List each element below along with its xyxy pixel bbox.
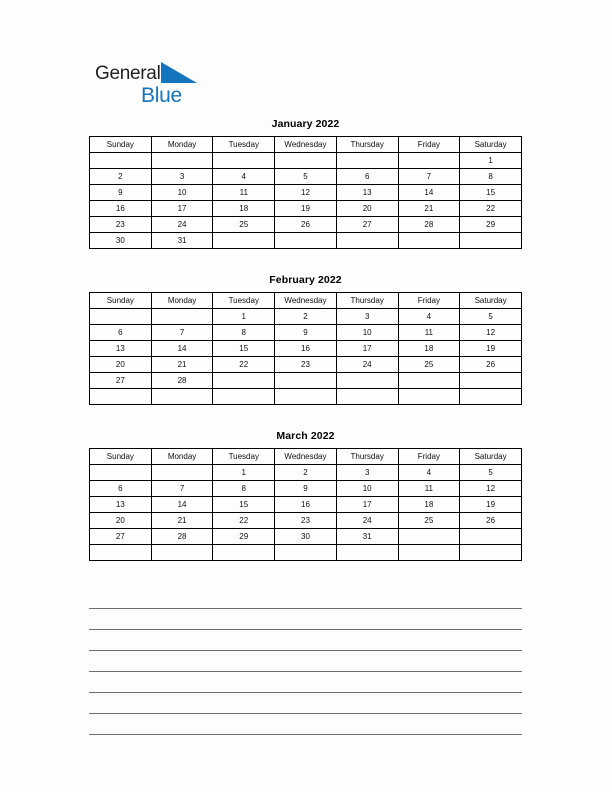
calendar-day-cell: 7 <box>151 481 213 497</box>
calendar-day-cell-empty <box>213 373 275 389</box>
weekday-header-friday: Friday <box>398 449 460 465</box>
weekday-header-tuesday: Tuesday <box>213 137 275 153</box>
calendar-day-cell-empty <box>90 153 152 169</box>
calendar-day-cell: 21 <box>398 201 460 217</box>
calendar-week-row <box>90 325 522 341</box>
calendar-day-cell-empty <box>398 529 460 545</box>
calendar-day-cell: 6 <box>90 325 152 341</box>
weekday-header-saturday: Saturday <box>460 449 522 465</box>
calendar-day-cell: 29 <box>213 529 275 545</box>
calendar-day-cell: 8 <box>213 325 275 341</box>
calendar-day-cell-empty <box>460 373 522 389</box>
calendar-day-cell-empty <box>336 233 398 249</box>
calendar-day-cell: 25 <box>398 357 460 373</box>
calendar-week-row <box>90 389 522 405</box>
calendar-day-cell: 11 <box>398 325 460 341</box>
calendar-day-cell-empty <box>151 465 213 481</box>
calendar-day-cell: 6 <box>336 169 398 185</box>
calendar-day-cell: 8 <box>213 481 275 497</box>
weekday-header-row <box>90 137 522 153</box>
calendar-day-cell: 4 <box>398 465 460 481</box>
calendar-day-cell: 20 <box>90 357 152 373</box>
calendar-day-cell: 6 <box>90 481 152 497</box>
calendar-day-cell: 10 <box>151 185 213 201</box>
calendar-day-cell: 5 <box>460 309 522 325</box>
calendar-body <box>90 153 522 249</box>
calendar-day-cell: 23 <box>275 513 337 529</box>
calendar-day-cell: 14 <box>398 185 460 201</box>
note-line <box>89 693 522 714</box>
calendar-week-row <box>90 465 522 481</box>
calendar-day-cell: 3 <box>336 309 398 325</box>
calendar-day-cell: 21 <box>151 513 213 529</box>
calendar-day-cell: 21 <box>151 357 213 373</box>
calendar-day-cell: 29 <box>460 217 522 233</box>
calendar-day-cell: 31 <box>151 233 213 249</box>
calendar-day-cell: 10 <box>336 481 398 497</box>
logo-bottom-row <box>95 85 205 107</box>
calendar-day-cell: 23 <box>90 217 152 233</box>
calendar-day-cell: 8 <box>460 169 522 185</box>
calendar-day-cell: 14 <box>151 497 213 513</box>
calendar-day-cell: 30 <box>90 233 152 249</box>
month-title: March 2022 <box>276 430 335 442</box>
calendar-day-cell: 24 <box>336 513 398 529</box>
general-blue-logo <box>95 60 205 108</box>
calendar-day-cell: 14 <box>151 341 213 357</box>
calendar-week-row <box>90 185 522 201</box>
weekday-header-tuesday: Tuesday <box>213 449 275 465</box>
calendar-day-cell-empty <box>398 389 460 405</box>
calendar-day-cell-empty <box>213 389 275 405</box>
weekday-header-monday: Monday <box>151 449 213 465</box>
calendar-day-cell: 3 <box>151 169 213 185</box>
calendar-day-cell: 4 <box>398 309 460 325</box>
calendar-day-cell-empty <box>151 309 213 325</box>
calendar-day-cell: 13 <box>90 341 152 357</box>
logo-top-row <box>95 60 205 84</box>
calendar-day-cell: 22 <box>213 357 275 373</box>
note-line <box>89 609 522 630</box>
logo-word-general: General <box>95 63 161 84</box>
calendar-day-cell-empty <box>151 545 213 561</box>
logo-triangle-icon <box>161 62 197 83</box>
calendar-day-cell: 30 <box>275 529 337 545</box>
calendar-table <box>89 292 522 405</box>
calendar-day-cell: 24 <box>336 357 398 373</box>
calendar-day-cell-empty <box>398 373 460 389</box>
calendar-day-cell: 26 <box>460 357 522 373</box>
weekday-header-sunday: Sunday <box>90 137 152 153</box>
notes-area <box>89 588 522 735</box>
calendar-week-row <box>90 341 522 357</box>
calendar-day-cell: 11 <box>213 185 275 201</box>
calendar-day-cell: 15 <box>460 185 522 201</box>
calendar-day-cell-empty <box>213 233 275 249</box>
calendar-table <box>89 136 522 249</box>
calendar-day-cell: 25 <box>213 217 275 233</box>
calendar-day-cell: 3 <box>336 465 398 481</box>
calendar-week-row <box>90 497 522 513</box>
calendar-week-row <box>90 357 522 373</box>
calendar-day-cell: 24 <box>151 217 213 233</box>
calendar-day-cell-empty <box>90 545 152 561</box>
calendar-week-row <box>90 233 522 249</box>
logo-word-blue: Blue <box>141 84 182 107</box>
weekday-header-monday: Monday <box>151 137 213 153</box>
weekday-header-row <box>90 293 522 309</box>
calendar-day-cell: 16 <box>275 497 337 513</box>
calendar-day-cell: 2 <box>275 309 337 325</box>
calendar-day-cell-empty <box>460 389 522 405</box>
calendar-body <box>90 309 522 405</box>
calendar-day-cell-empty <box>336 545 398 561</box>
calendar-table <box>89 448 522 561</box>
calendar-day-cell: 12 <box>275 185 337 201</box>
calendar-day-cell: 5 <box>460 465 522 481</box>
weekday-header-wednesday: Wednesday <box>275 293 337 309</box>
calendar-week-row <box>90 529 522 545</box>
calendar-day-cell: 17 <box>151 201 213 217</box>
calendar-week-row <box>90 545 522 561</box>
calendar-day-cell: 11 <box>398 481 460 497</box>
calendar-day-cell-empty <box>151 153 213 169</box>
calendar-day-cell: 28 <box>151 529 213 545</box>
weekday-header-thursday: Thursday <box>336 137 398 153</box>
note-line <box>89 630 522 651</box>
weekday-header-wednesday: Wednesday <box>275 137 337 153</box>
calendar-day-cell: 16 <box>275 341 337 357</box>
calendar-day-cell-empty <box>336 373 398 389</box>
weekday-header-sunday: Sunday <box>90 293 152 309</box>
calendar-day-cell: 20 <box>90 513 152 529</box>
calendar-day-cell: 19 <box>275 201 337 217</box>
calendar-week-row <box>90 481 522 497</box>
calendar-day-cell-empty <box>398 153 460 169</box>
calendar-day-cell: 9 <box>275 481 337 497</box>
month-title: January 2022 <box>271 118 340 130</box>
calendar-day-cell-empty <box>90 465 152 481</box>
calendar-week-row <box>90 309 522 325</box>
calendar-day-cell: 1 <box>213 465 275 481</box>
calendar-day-cell: 9 <box>90 185 152 201</box>
calendar-day-cell: 13 <box>336 185 398 201</box>
note-line <box>89 588 522 609</box>
weekday-header-friday: Friday <box>398 137 460 153</box>
calendar-day-cell: 27 <box>336 217 398 233</box>
calendar-day-cell: 18 <box>398 341 460 357</box>
calendar-day-cell: 12 <box>460 481 522 497</box>
calendar-day-cell: 18 <box>213 201 275 217</box>
month-block-january <box>89 118 522 249</box>
note-line <box>89 714 522 735</box>
calendar-day-cell: 2 <box>90 169 152 185</box>
calendar-day-cell: 20 <box>336 201 398 217</box>
calendar-day-cell-empty <box>213 545 275 561</box>
calendar-day-cell: 27 <box>90 529 152 545</box>
calendar-day-cell: 22 <box>213 513 275 529</box>
calendar-day-cell: 25 <box>398 513 460 529</box>
calendar-day-cell: 27 <box>90 373 152 389</box>
calendar-day-cell: 22 <box>460 201 522 217</box>
calendar-day-cell: 2 <box>275 465 337 481</box>
calendar-day-cell-empty <box>398 545 460 561</box>
calendar-day-cell: 7 <box>151 325 213 341</box>
calendar-day-cell-empty <box>275 373 337 389</box>
calendar-day-cell-empty <box>460 529 522 545</box>
weekday-header-thursday: Thursday <box>336 449 398 465</box>
calendar-day-cell-empty <box>398 233 460 249</box>
calendar-week-row <box>90 201 522 217</box>
calendar-day-cell: 28 <box>398 217 460 233</box>
calendar-day-cell: 4 <box>213 169 275 185</box>
calendar-week-row <box>90 169 522 185</box>
calendar-day-cell-empty <box>275 153 337 169</box>
calendar-week-row <box>90 373 522 389</box>
calendar-day-cell-empty <box>151 389 213 405</box>
calendar-day-cell-empty <box>336 389 398 405</box>
calendar-day-cell: 10 <box>336 325 398 341</box>
calendar-day-cell-empty <box>213 153 275 169</box>
calendar-day-cell-empty <box>90 309 152 325</box>
calendar-day-cell: 9 <box>275 325 337 341</box>
calendar-day-cell: 5 <box>275 169 337 185</box>
calendar-day-cell: 23 <box>275 357 337 373</box>
calendar-day-cell: 26 <box>275 217 337 233</box>
weekday-header-friday: Friday <box>398 293 460 309</box>
weekday-header-thursday: Thursday <box>336 293 398 309</box>
month-block-february <box>89 274 522 405</box>
calendar-day-cell-empty <box>336 153 398 169</box>
calendar-day-cell-empty <box>275 545 337 561</box>
calendar-day-cell: 17 <box>336 497 398 513</box>
calendar-body <box>90 465 522 561</box>
calendar-day-cell-empty <box>275 389 337 405</box>
calendar-week-row <box>90 217 522 233</box>
calendar-day-cell: 28 <box>151 373 213 389</box>
calendar-day-cell: 18 <box>398 497 460 513</box>
calendar-day-cell: 1 <box>460 153 522 169</box>
weekday-header-saturday: Saturday <box>460 293 522 309</box>
calendar-day-cell: 12 <box>460 325 522 341</box>
calendar-day-cell: 15 <box>213 497 275 513</box>
note-line <box>89 651 522 672</box>
calendar-week-row <box>90 153 522 169</box>
weekday-header-row <box>90 449 522 465</box>
calendar-day-cell: 15 <box>213 341 275 357</box>
month-block-march <box>89 430 522 561</box>
weekday-header-wednesday: Wednesday <box>275 449 337 465</box>
calendar-day-cell: 31 <box>336 529 398 545</box>
calendar-day-cell: 16 <box>90 201 152 217</box>
calendar-day-cell-empty <box>460 545 522 561</box>
calendar-day-cell: 13 <box>90 497 152 513</box>
calendar-day-cell: 19 <box>460 341 522 357</box>
month-title: February 2022 <box>269 274 342 286</box>
calendar-day-cell: 26 <box>460 513 522 529</box>
weekday-header-saturday: Saturday <box>460 137 522 153</box>
weekday-header-monday: Monday <box>151 293 213 309</box>
calendar-day-cell: 17 <box>336 341 398 357</box>
calendar-day-cell-empty <box>90 389 152 405</box>
calendar-day-cell-empty <box>460 233 522 249</box>
calendar-day-cell: 1 <box>213 309 275 325</box>
calendar-day-cell-empty <box>275 233 337 249</box>
calendar-day-cell: 7 <box>398 169 460 185</box>
calendar-day-cell: 19 <box>460 497 522 513</box>
weekday-header-tuesday: Tuesday <box>213 293 275 309</box>
note-line <box>89 672 522 693</box>
calendar-week-row <box>90 513 522 529</box>
weekday-header-sunday: Sunday <box>90 449 152 465</box>
